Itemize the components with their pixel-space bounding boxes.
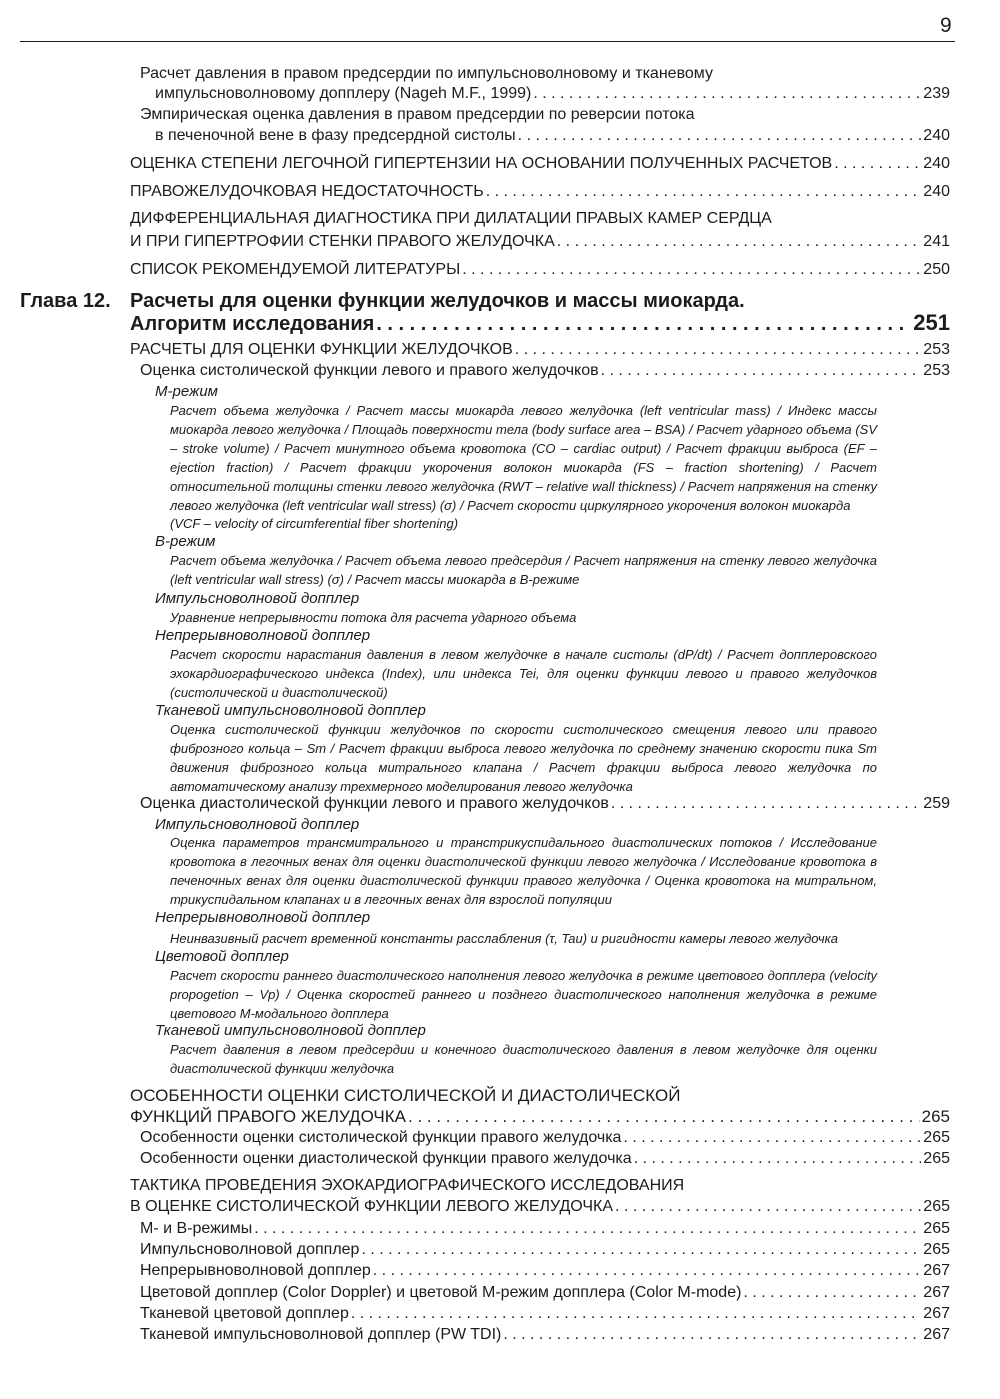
toc-entry-label: ОЦЕНКА СТЕПЕНИ ЛЕГОЧНОЙ ГИПЕРТЕНЗИИ НА ОСНОВАНИИ ПОЛУЧЕННЫХ РАСЧЕТОВ [130,155,833,172]
toc-page-number: 267 [923,1262,950,1279]
dot-leader [557,232,922,252]
toc-description: Оценка систолической функции желудочков по скорости систолического смещения левого или правого фиброзного кольца – Sm / Расчет фракции выброса левого желудочка по среднему значению скорости пика Sm движения фиброзного кольца митрального клапана / Расчет фракции выброса левого желудочка по автоматическому анализу трехмерного моделирования левого желудочка [170,722,877,794]
toc-subheading: Импульсноволновой допплер [155,816,360,833]
dot-leader [615,1197,921,1217]
toc-entry[interactable] [130,260,950,280]
toc-page-number: 241 [923,233,950,250]
toc-page-number: 250 [923,261,950,278]
chapter-label: Глава 12. [20,290,111,312]
toc-entry-label: Непрерывноволновой допплер [140,1262,371,1279]
toc-entry-label: И ПРИ ГИПЕРТРОФИИ СТЕНКИ ПРАВОГО ЖЕЛУДОЧКА [130,233,555,250]
toc-entry-label: Тканевой импульсноволновой допплер (PW TDI) [140,1326,502,1343]
dot-leader [601,361,922,381]
toc-entry[interactable] [155,84,950,104]
toc-subheading: Непрерывноволновой допплер [155,627,371,644]
toc-entry-label: СПИСОК РЕКОМЕНДУЕМОЙ ЛИТЕРАТУРЫ [130,261,461,278]
toc-page-number: 265 [923,1241,950,1258]
toc-entry-label: РАСЧЕТЫ ДЛЯ ОЦЕНКИ ФУНКЦИИ ЖЕЛУДОЧКОВ [130,341,513,358]
toc-page-number: 240 [923,183,950,200]
header-rule [20,41,955,42]
page-number: 9 [940,14,952,37]
toc-entry[interactable] [140,1325,950,1345]
toc-entry-label: в печеночной вене в фазу предсердной систолы [155,127,516,144]
toc-description: Расчет давления в левом предсердии и конечного диастолического давления в левом желудочке для оценки диастолической функции желудочка [170,1042,877,1076]
toc-page-number: 265 [923,1198,950,1215]
toc-entry-label: Оценка диастолической функции левого и правого желудочков [140,795,609,812]
chapter-title: Расчеты для оценки функции желудочков и массы миокарда. [130,290,745,312]
toc-entry-label: Оценка систолической функции левого и правого желудочков [140,362,599,379]
toc-entry-label: Особенности оценки систолической функции правого желудочка [140,1129,622,1146]
dot-leader [743,1283,921,1303]
dot-leader [486,182,922,202]
toc-page-number: 239 [923,85,950,102]
toc-description: Расчет объема желудочка / Расчет объема левого предсердия / Расчет напряжения на стенку левого желудочка (left ventricular wall stress) (σ) / Расчет массы миокарда в В-режиме [170,553,877,587]
toc-entry[interactable] [140,361,950,381]
toc-entry-line: Расчет давления в правом предсердии по импульсноволновому и тканевому [140,65,713,82]
toc-page-number: 267 [923,1326,950,1343]
toc-entry-label: ФУНКЦИЙ ПРАВОГО ЖЕЛУДОЧКА [130,1107,406,1126]
toc-page-number: 265 [921,1107,950,1126]
toc-entry-label: импульсноволновому допплеру (Nageh M.F., 1999) [155,85,532,102]
dot-leader [408,1106,920,1127]
toc-entry-label: Импульсноволновой допплер [140,1241,360,1258]
toc-page-number: 265 [923,1150,950,1167]
toc-page-number: 240 [923,127,950,144]
toc-entry[interactable] [155,126,950,146]
toc-page-number: 265 [923,1129,950,1146]
toc-subheading: Тканевой импульсноволновой допплер [155,702,426,719]
dot-leader [634,1149,922,1169]
dot-leader [503,1325,921,1345]
toc-description: Уравнение непрерывности потока для расчета ударного объема [170,610,577,625]
toc-page-number: 259 [923,795,950,812]
dot-leader [834,154,921,174]
toc-page-number: 240 [923,155,950,172]
dot-leader [623,1128,921,1148]
toc-entry[interactable] [130,340,950,360]
toc-entry[interactable] [140,794,950,814]
toc-entry-label: Тканевой цветовой допплер [140,1305,349,1322]
toc-subheading: Тканевой импульсноволновой допплер [155,1022,426,1039]
toc-entry[interactable] [140,1128,950,1148]
dot-leader [361,1240,921,1260]
toc-description: Оценка параметров трансмитрального и транстрикуспидального диастолических потоков / Исследование кровотока в легочных венах для оценки диастолической функции левого желудочка / Исследование кровотока в печеночных венах для оценки диастолической функции правого желудочка / Оценка кровотока на митральном, трикуспидальном клапанах и в легочных венах для взрослой популяции [170,835,877,907]
toc-description: Расчет скорости раннего диастолического наполнения левого желудочка в режиме цветового допплера (velocity propogetion – Vp) / Оценка скоростей раннего и позднего диастолического наполнения желудочка в режиме цветового М-модального допплера [170,968,877,1021]
toc-entry[interactable] [130,1106,950,1127]
toc-entry[interactable] [130,232,950,252]
dot-leader [518,126,922,146]
toc-page-number: 267 [923,1284,950,1301]
toc-entry-line: ДИФФЕРЕНЦИАЛЬНАЯ ДИАГНОСТИКА ПРИ ДИЛАТАЦИИ ПРАВЫХ КАМЕР СЕРДЦА [130,210,772,227]
dot-leader [611,794,921,814]
dot-leader [254,1219,921,1239]
toc-entry-label: ПРАВОЖЕЛУДОЧКОВАЯ НЕДОСТАТОЧНОСТЬ [130,183,484,200]
toc-entry[interactable] [140,1283,950,1303]
toc-entry-line: Эмпирическая оценка давления в правом предсердии по реверсии потока [140,106,695,123]
toc-entry[interactable] [140,1261,950,1281]
toc-entry[interactable] [130,1197,950,1217]
toc-entry[interactable] [140,1149,950,1169]
toc-entry[interactable] [130,182,950,202]
toc-entry[interactable] [140,1240,950,1260]
toc-page-number: 253 [923,341,950,358]
toc-description: Неинвазивный расчет временной константы расслабления (τ, Tau) и ригидности камеры левого желудочка [170,931,839,946]
toc-page-number: 253 [923,362,950,379]
toc-entry[interactable] [140,1219,950,1239]
dot-leader [515,340,922,360]
toc-subheading: В-режим [155,533,216,550]
toc-subheading: М-режим [155,383,218,400]
toc-subheading: Импульсноволновой допплер [155,590,360,607]
chapter-title-line: Алгоритм исследования [130,313,375,335]
toc-page-number: 265 [923,1220,950,1237]
dot-leader [351,1304,921,1324]
toc-entry-label: Особенности оценки диастолической функции правого желудочка [140,1150,632,1167]
toc-subheading: Цветовой допплер [155,948,289,965]
toc-entry-label: Цветовой допплер (Color Doppler) и цветовой М-режим допплера (Color M-mode) [140,1284,742,1301]
toc-entry-line: ОСОБЕННОСТИ ОЦЕНКИ СИСТОЛИЧЕСКОЙ И ДИАСТОЛИЧЕСКОЙ [130,1086,681,1105]
toc-entry-line: ТАКТИКА ПРОВЕДЕНИЯ ЭХОКАРДИОГРАФИЧЕСКОГО ИССЛЕДОВАНИЯ [130,1177,685,1194]
dot-leader [533,84,921,104]
toc-description: Расчет объема желудочка / Расчет массы миокарда левого желудочка (left ventricular mass) / Индекс массы миокарда левого желудочка / Площадь поверхности тела (body surface area – BSA) / Расчет ударного объема (SV – stroke volume) / Расчет минутного объема кровотока (CO – cardiac output) / Расчет фракции выброса (EF – ejection fraction) / Расчет фракции укорочения волокон миокарда (FS – fraction shortening) / Расчет относительной толщины стенки левого желудочка (RWT – relative wall thickness) / Расчет напряжения на стенку левого желудочка (left ventricular wall stress) (σ) / Расчет скорости циркулярного укорочения волокон миокарда [170,403,877,513]
toc-entry-label: В ОЦЕНКЕ СИСТОЛИЧЕСКОЙ ФУНКЦИИ ЛЕВОГО ЖЕЛУДОЧКА [130,1198,614,1215]
dot-leader [376,312,911,336]
dot-leader [462,260,921,280]
toc-entry-label: М- и В-режимы [140,1220,253,1237]
toc-page-number: 251 [913,311,950,335]
toc-entry[interactable] [140,1304,950,1324]
toc-subheading: Непрерывноволновой допплер [155,909,371,926]
toc-description: (VCF – velocity of circumferential fiber shortening) [170,516,459,531]
toc-chapter-entry[interactable] [130,311,950,336]
toc-entry[interactable] [130,154,950,174]
dot-leader [373,1261,922,1281]
toc-page-number: 267 [923,1305,950,1322]
toc-description: Расчет скорости нарастания давления в левом желудочке в начале систолы (dP/dt) / Расчет допплеровского эхокардиографического индекса (Index), или индекса Tei, для оценки функции левого и правого желудочков (систолической и диастолической) [170,647,877,700]
